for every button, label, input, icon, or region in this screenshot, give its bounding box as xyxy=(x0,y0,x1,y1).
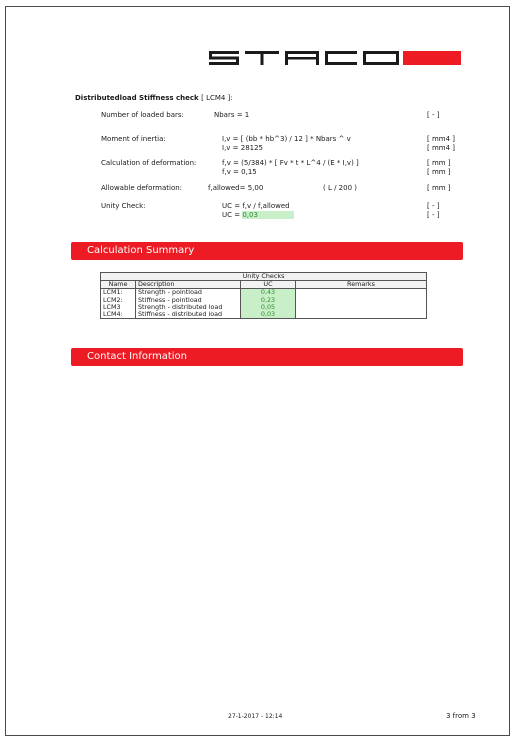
row-name: LCM2: xyxy=(101,297,136,304)
unity-check-formula: UC = f,v / f,allowed xyxy=(222,202,290,210)
allowable-formula: f,allowed= 5,00 xyxy=(208,184,264,192)
unity-check-result-value: 0,03 xyxy=(242,211,294,219)
unity-check-unit-1: [ - ] xyxy=(427,202,440,210)
col-header-name: Name xyxy=(101,281,136,289)
moment-result: I,v = 28125 xyxy=(222,144,264,152)
row-description: Stiffness - distributed load xyxy=(136,311,241,319)
row-uc: 0,05 xyxy=(241,304,296,311)
row-remarks xyxy=(296,297,427,304)
staco-logo xyxy=(209,50,461,66)
footer-page-number: 3 from 3 xyxy=(446,712,476,720)
row-name: LCM4: xyxy=(101,311,136,319)
section-ref: [ LCM4 ]: xyxy=(201,94,233,102)
deformation-unit-1: [ mm ] xyxy=(427,159,451,167)
deformation-result: f,v = 0,15 xyxy=(222,168,257,176)
footer-date: 27-1-2017 - 12:14 xyxy=(228,713,283,720)
unity-check-unit-2: [ - ] xyxy=(427,211,440,219)
section-title xyxy=(75,94,233,102)
unity-check-result-prefix: UC = xyxy=(222,211,243,219)
row-description: Strength - pointload xyxy=(136,289,241,297)
row-name: LCM3 xyxy=(101,304,136,311)
loaded-bars-label: Number of loaded bars: xyxy=(101,111,184,119)
section-title-text: Distributedload Stiffness check xyxy=(75,94,199,102)
row-description: Strength - distributed load xyxy=(136,304,241,311)
unity-checks-caption: Unity Checks xyxy=(101,273,427,281)
moment-unit-1: [ mm4 ] xyxy=(427,135,456,143)
row-remarks xyxy=(296,304,427,311)
row-uc: 0,23 xyxy=(241,297,296,304)
row-description: Stiffness - pointload xyxy=(136,297,241,304)
allowable-unit: [ mm ] xyxy=(427,184,451,192)
loaded-bars-unit: [ - ] xyxy=(427,111,440,119)
row-uc: 0,03 xyxy=(241,311,296,319)
moment-formula: I,v = [ (bb * hb^3) / 12 ] * Nbars ^ v xyxy=(222,135,351,143)
unity-check-result xyxy=(222,211,294,219)
loaded-bars-formula: Nbars = 1 xyxy=(214,111,250,119)
allowable-label: Allowable deformation: xyxy=(101,184,183,192)
col-header-uc: UC xyxy=(241,281,296,289)
calculation-summary-header: Calculation Summary xyxy=(71,242,463,260)
unity-check-label: Unity Check: xyxy=(101,202,146,210)
contact-information-header: Contact Information xyxy=(71,348,463,366)
col-header-remarks: Remarks xyxy=(296,281,427,289)
unity-checks-table xyxy=(100,272,427,319)
staco-logo-graphic xyxy=(209,50,461,66)
col-header-description: Description xyxy=(136,281,241,289)
deformation-unit-2: [ mm ] xyxy=(427,168,451,176)
moment-unit-2: [ mm4 ] xyxy=(427,144,456,152)
table-row xyxy=(101,311,427,319)
moment-label: Moment of inertia: xyxy=(101,135,166,143)
row-name: LCM1: xyxy=(101,289,136,297)
deformation-label: Calculation of deformation: xyxy=(101,159,197,167)
row-uc: 0,43 xyxy=(241,289,296,297)
row-remarks xyxy=(296,289,427,297)
row-remarks xyxy=(296,311,427,319)
deformation-formula: f,v = (5/384) * [ Fv * t * L^4 / (E * I,v) ] xyxy=(222,159,359,167)
allowable-ratio: ( L / 200 ) xyxy=(323,184,357,192)
